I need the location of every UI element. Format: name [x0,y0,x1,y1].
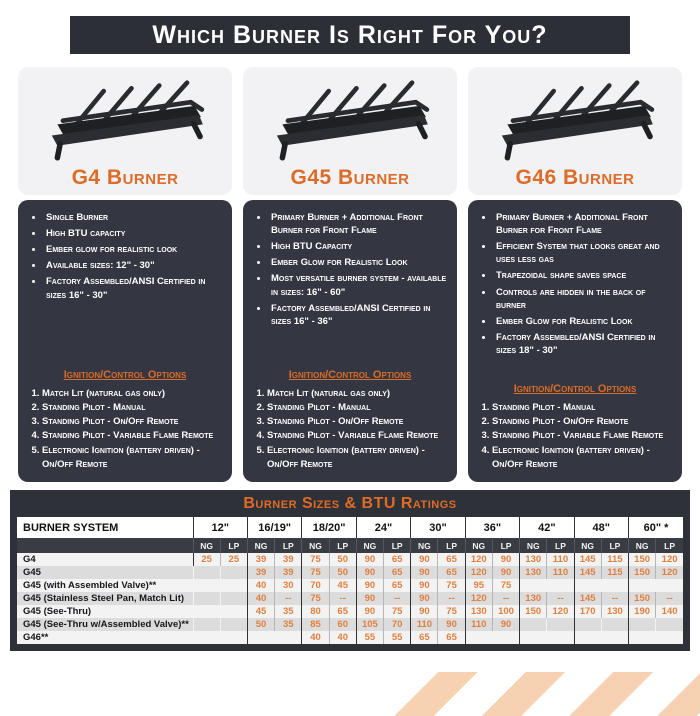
feature-item: • Ember Glow for Realistic Look [494,315,673,328]
fuel-column-header: NG [574,538,601,553]
burner-card [468,67,682,482]
btu-value-cell: 75 [302,553,329,566]
btu-value-cell: 95 [465,579,492,592]
header-banner [70,16,630,54]
table-row [17,631,683,644]
btu-value-cell: 30 [275,579,302,592]
burner-grate-icon [262,70,438,164]
size-column-header: 42" [520,517,574,538]
btu-value-cell: 120 [547,605,574,618]
ignition-option: 1. Match Lit (natural gas only) [267,387,448,401]
burner-card-top [468,67,682,195]
btu-value-cell [574,579,601,592]
btu-value-cell: 40 [329,631,356,644]
btu-value-cell: 50 [329,566,356,579]
burner-card-top [243,67,457,195]
table-row [17,592,683,605]
fuel-column-header: NG [193,538,220,553]
btu-value-cell: 50 [329,553,356,566]
btu-value-cell [574,618,601,631]
ignition-option: 5. Electronic Ignition (battery driven) - On/Off Remote [42,444,223,473]
btu-value-cell: 145 [574,592,601,605]
btu-value-cell: 120 [465,592,492,605]
fuel-column-header: LP [601,538,628,553]
btu-value-cell: 90 [411,605,438,618]
size-column-header: 60" * [629,517,684,538]
feature-item: • Available sizes: 12" - 30" [44,259,223,272]
btu-value-cell [275,631,302,644]
btu-value-cell: 45 [329,579,356,592]
btu-value-cell: 75 [438,605,465,618]
btu-value-cell: 75 [302,566,329,579]
btu-value-cell: 90 [411,592,438,605]
feature-item: • Single Burner [44,211,223,224]
btu-value-cell [193,566,220,579]
btu-value-cell: 90 [356,566,383,579]
btu-value-cell [601,618,628,631]
burner-grate-icon [37,70,213,164]
burner-card-details [468,200,682,482]
fuel-header-blank-cell [17,538,193,553]
btu-value-cell [629,618,656,631]
btu-value-cell [520,618,547,631]
btu-value-cell: 150 [629,553,656,566]
ignition-options-list [27,387,223,473]
btu-value-cell [220,605,247,618]
burner-system-label: G45 [17,566,193,579]
btu-ratings-panel [10,490,690,651]
ignition-heading: Ignition/Control Options [63,368,187,381]
btu-value-cell: 35 [275,618,302,631]
table-head [17,517,683,553]
ignition-option: 4. Standing Pilot - Variable Flame Remote [267,429,448,443]
btu-value-cell: 65 [329,605,356,618]
btu-value-cell: 70 [384,618,411,631]
btu-value-cell: 150 [520,605,547,618]
feature-item: • Factory Assembled/ANSI Certified in sizes 18" - 30" [494,331,673,357]
table-body [17,553,683,644]
burner-card-details [18,200,232,482]
burner-name: G45 Burner [290,166,410,189]
burner-system-label: G46** [17,631,193,644]
btu-value-cell: 110 [547,553,574,566]
burner-name: G46 Burner [515,166,635,189]
ignition-option: 3. Standing Pilot - On/Off Remote [42,415,223,429]
btu-value-cell: 90 [438,618,465,631]
btu-value-cell: 190 [629,605,656,618]
btu-value-cell: 150 [629,592,656,605]
btu-value-cell: 90 [356,553,383,566]
btu-value-cell: 45 [247,605,274,618]
feature-item: • High BTU Capacity [269,240,448,253]
btu-value-cell: 80 [302,605,329,618]
btu-value-cell [193,579,220,592]
fuel-column-header: NG [520,538,547,553]
feature-item: • Ember glow for realistic look [44,243,223,256]
btu-value-cell: 65 [438,553,465,566]
burner-system-label: G45 (Stainless Steel Pan, Match Lit) [17,592,193,605]
page-title: Which Burner Is Right For You? [152,20,548,49]
btu-value-cell: -- [438,592,465,605]
table-row [17,579,683,592]
btu-value-cell: 65 [384,553,411,566]
btu-value-cell: 90 [492,553,519,566]
btu-value-cell: 40 [247,592,274,605]
btu-value-cell: 50 [247,618,274,631]
btu-value-cell: 145 [574,553,601,566]
feature-item: • Primary Burner + Additional Front Burner for Front Flame [269,211,448,237]
btu-value-cell: 130 [601,605,628,618]
btu-value-cell: 39 [247,566,274,579]
feature-item: • Controls are hidden in the back of burner [494,286,673,312]
fuel-column-header: LP [438,538,465,553]
feature-item: • High BTU capacity [44,227,223,240]
btu-value-cell: 90 [356,579,383,592]
btu-value-cell [220,566,247,579]
btu-value-cell: -- [492,592,519,605]
btu-value-cell: 145 [574,566,601,579]
ignition-option: 2. Standing Pilot - Manual [42,401,223,415]
btu-value-cell: -- [547,592,574,605]
btu-value-cell [247,631,274,644]
ignition-options-list [477,401,673,472]
btu-value-cell: 40 [247,579,274,592]
ignition-option: 4. Standing Pilot - Variable Flame Remote [42,429,223,443]
btu-value-cell [656,631,683,644]
btu-value-cell: 25 [220,553,247,566]
btu-value-cell: 25 [193,553,220,566]
btu-value-cell: 105 [356,618,383,631]
btu-value-cell [465,631,492,644]
burner-photo [18,67,232,166]
btu-value-cell [193,618,220,631]
btu-value-cell [656,579,683,592]
btu-value-cell: 90 [411,579,438,592]
table-title: Burner Sizes & BTU Ratings [243,494,457,512]
btu-value-cell: 70 [302,579,329,592]
btu-value-cell: 55 [384,631,411,644]
fuel-column-header: NG [629,538,656,553]
feature-item: • Factory Assembled/ANSI Certified in sizes 16" - 30" [44,275,223,301]
btu-value-cell: 90 [411,566,438,579]
btu-value-cell: 65 [438,566,465,579]
btu-value-cell: 130 [520,553,547,566]
btu-value-cell: 120 [465,553,492,566]
fuel-column-header: LP [384,538,411,553]
btu-value-cell: 110 [465,618,492,631]
size-column-header: 12" [193,517,247,538]
feature-item: • Primary Burner + Additional Front Burner for Front Flame [494,211,673,237]
btu-value-cell: -- [384,592,411,605]
fuel-column-header: NG [247,538,274,553]
btu-value-cell: 90 [411,553,438,566]
size-column-header: 36" [465,517,519,538]
fuel-column-header: NG [411,538,438,553]
btu-value-cell: 60 [329,618,356,631]
btu-value-cell [547,618,574,631]
btu-value-cell: -- [601,592,628,605]
btu-value-cell [220,592,247,605]
ignition-option: 2. Standing Pilot - On/Off Remote [492,415,673,429]
ignition-option: 1. Standing Pilot - Manual [492,401,673,415]
feature-list [477,211,673,360]
feature-item: • Most versatile burner system - available in sizes: 16" - 60" [269,272,448,298]
ignition-option: 3. Standing Pilot - On/Off Remote [267,415,448,429]
btu-value-cell [656,618,683,631]
fuel-column-header: LP [547,538,574,553]
fuel-column-header: LP [656,538,683,553]
btu-value-cell: 35 [275,605,302,618]
btu-value-cell [601,631,628,644]
btu-value-cell: -- [275,592,302,605]
ignition-option: 2. Standing Pilot - Manual [267,401,448,415]
btu-value-cell: 65 [384,566,411,579]
burner-name: G4 Burner [71,166,179,189]
btu-value-cell: 120 [465,566,492,579]
burner-system-label: G45 (with Assembled Valve)** [17,579,193,592]
btu-value-cell [601,579,628,592]
burner-system-label: G45 (See-Thru w/Assembled Valve)** [17,618,193,631]
ignition-section [477,383,673,472]
feature-item: • Efficient System that looks great and uses less gas [494,240,673,266]
btu-value-cell: 75 [384,605,411,618]
size-column-header: 24" [356,517,410,538]
feature-item: • Factory Assembled/ANSI Certified in sizes 16" - 36" [269,302,448,328]
burner-system-label: G45 (See-Thru) [17,605,193,618]
btu-value-cell: 75 [492,579,519,592]
btu-value-cell [193,631,220,644]
size-column-header: 16/19" [247,517,301,538]
btu-value-cell [193,592,220,605]
btu-value-cell: 120 [656,566,683,579]
size-column-header: 18/20" [302,517,356,538]
fuel-column-header: LP [492,538,519,553]
burner-photo [243,67,457,166]
btu-value-cell [520,579,547,592]
ignition-option: 3. Standing Pilot - Variable Flame Remote [492,429,673,443]
btu-value-cell: 40 [302,631,329,644]
fuel-column-header: LP [275,538,302,553]
ignition-option: 5. Electronic Ignition (battery driven) - On/Off Remote [267,444,448,473]
btu-value-cell: 130 [520,592,547,605]
btu-value-cell: 75 [302,592,329,605]
btu-value-cell: 75 [438,579,465,592]
burner-card [18,67,232,482]
btu-value-cell: -- [329,592,356,605]
ignition-heading: Ignition/Control Options [288,368,412,381]
btu-value-cell [574,631,601,644]
btu-value-cell: 115 [601,553,628,566]
btu-value-cell: 140 [656,605,683,618]
size-column-header: 48" [574,517,628,538]
btu-value-cell: 150 [629,566,656,579]
btu-value-cell [629,579,656,592]
feature-item: • Ember Glow for Realistic Look [269,256,448,269]
burner-system-header: BURNER SYSTEM [17,517,193,538]
ignition-option: 1. Match Lit (natural gas only) [42,387,223,401]
ignition-section [27,369,223,473]
btu-value-cell: 55 [356,631,383,644]
fuel-header-row [17,538,683,553]
ignition-option: 4. Electronic Ignition (battery driven) - On/Off Remote [492,444,673,473]
btu-value-cell: 39 [247,553,274,566]
burner-photo [468,67,682,166]
table-row [17,566,683,579]
btu-value-cell: 100 [492,605,519,618]
table-row [17,605,683,618]
btu-value-cell: 115 [601,566,628,579]
btu-value-cell: 110 [547,566,574,579]
feature-list [27,211,223,305]
btu-value-cell: 130 [465,605,492,618]
btu-value-cell: 65 [411,631,438,644]
feature-item: • Trapezoidal shape saves space [494,269,673,282]
btu-value-cell [220,579,247,592]
btu-value-cell [629,631,656,644]
table-row [17,618,683,631]
btu-value-cell: 90 [492,618,519,631]
burner-card-top [18,67,232,195]
burner-system-label: G4 [17,553,193,566]
btu-value-cell: 90 [356,592,383,605]
ignition-options-list [252,387,448,473]
btu-value-cell: -- [656,592,683,605]
diagonal-stripes-decoration [390,672,700,716]
btu-value-cell [220,618,247,631]
btu-ratings-table [17,517,683,644]
size-column-header: 30" [411,517,465,538]
btu-value-cell: 130 [520,566,547,579]
btu-value-cell [547,631,574,644]
burner-cards [0,54,700,482]
btu-value-cell: 110 [411,618,438,631]
fuel-column-header: LP [220,538,247,553]
fuel-column-header: LP [329,538,356,553]
btu-value-cell: 120 [656,553,683,566]
ignition-section [252,369,448,473]
burner-grate-icon [487,70,663,164]
btu-value-cell [547,579,574,592]
btu-value-cell [220,631,247,644]
btu-value-cell: 39 [275,566,302,579]
btu-value-cell: 90 [492,566,519,579]
burner-card-details [243,200,457,482]
btu-value-cell: 90 [356,605,383,618]
btu-value-cell: 65 [438,631,465,644]
fuel-column-header: NG [465,538,492,553]
btu-value-cell: 85 [302,618,329,631]
btu-value-cell [193,605,220,618]
btu-value-cell: 170 [574,605,601,618]
btu-value-cell [492,631,519,644]
ignition-heading: Ignition/Control Options [513,382,637,395]
fuel-column-header: NG [356,538,383,553]
feature-list [252,211,448,331]
btu-value-cell [520,631,547,644]
btu-value-cell: 65 [384,579,411,592]
fuel-column-header: NG [302,538,329,553]
table-row [17,553,683,566]
btu-value-cell: 39 [275,553,302,566]
size-header-row [17,517,683,538]
burner-card [243,67,457,482]
